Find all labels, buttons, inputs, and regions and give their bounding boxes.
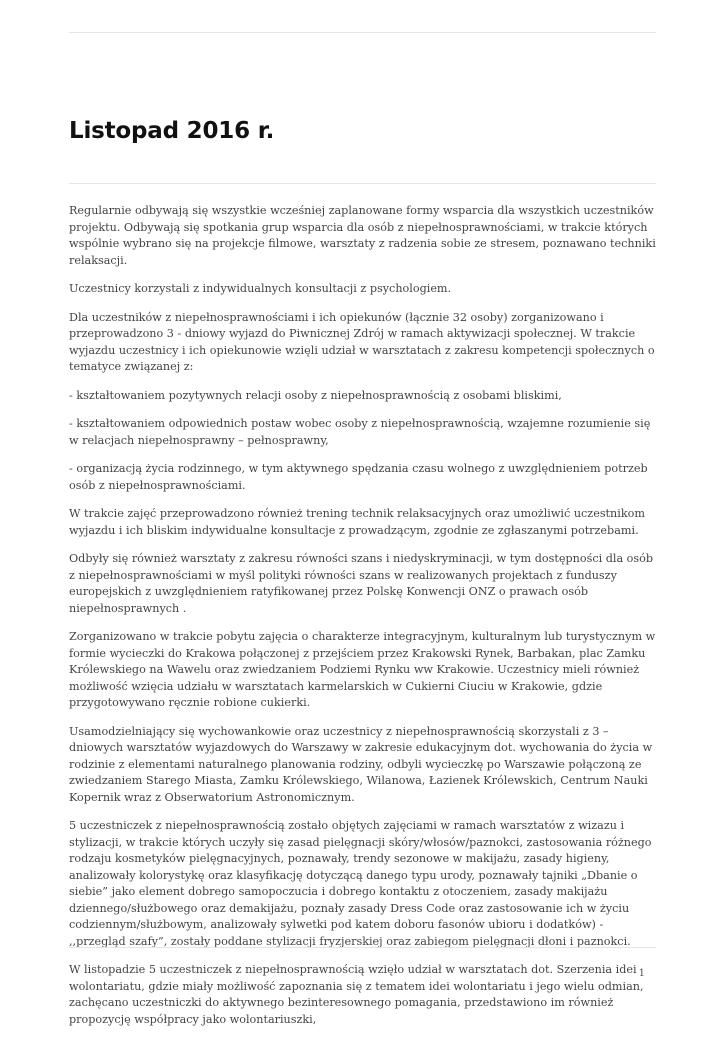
- page-title: Listopad 2016 r.: [69, 118, 275, 144]
- top-divider: [69, 32, 656, 33]
- title-divider: [69, 183, 656, 184]
- footer-divider: [69, 947, 656, 948]
- paragraph: W listopadzie 5 uczestniczek z niepełnosprawnością wzięło udział w warsztatach dot. Szerzenia idei wolontariatu, gdzie miały możliwość zapoznania się z tematem idei wolontariatu i jego wielu odmian, zachęcano uczestniczki do aktywnego bezinteresownego pomagania, przedstawiono im również propozycję współpracy jako wolontariuszki,: [69, 963, 644, 1026]
- paragraph: 5 uczestniczek z niepełnosprawnością zostało objętych zajęciami w ramach warsztatów z wizazu i stylizacji, w trakcie których uczyły się zasad pielęgnacji skóry/włosów/paznokci, zastosowania różnego rodzaju kosmetyków pielęgnacyjnych, poznawały, trendy sezonowe w makijażu, zasady higieny, analizowały kolorystykę oraz klasyfikację dotyczącą danego typu urody, poznawały tajniki „Dbanie o siebie” jako element dobrego samopoczucia i dobrego kontaktu z otoczeniem, zasady makijażu dziennego/służbowego oraz demakijażu, poznały zasady Dress Code oraz zastosowanie ich w życiu codziennym/służbowym, analizowały sylwetki pod katem doboru fasonów ubioru i dodatków) - ,,przegląd szafy”, zostały poddane stylizacji fryzjerskiej oraz zabiegom pielęgnacji dłoni i paznokci.: [69, 819, 652, 948]
- list-item: - organizacją życia rodzinnego, w tym aktywnego spędzania czasu wolnego z uwzględnieniem potrzeb osób z niepełnosprawnościami.: [69, 462, 648, 492]
- paragraph: Usamodzielniający się wychowankowie oraz uczestnicy z niepełnosprawnością skorzystali z 3 – dniowych warsztatów wyjazdowych do Warszawy w zakresie edukacyjnym dot. wychowania do życia w rodzinie z elementami naturalnego planowania rodziny, odbyli wycieczkę po Warszawie połączoną ze zwiedzaniem Starego Miasta, Zamku Królewskiego, Wilanowa, Łazienek Królewskich, Centrum Nauki Kopernik wraz z Obserwatorium Astronomicznym.: [69, 724, 653, 804]
- paragraph: Uczestnicy korzystali z indywidualnych konsultacji z psychologiem.: [69, 282, 452, 295]
- paragraph: Dla uczestników z niepełnosprawnościami i ich opiekunów (łącznie 32 osoby) zorganizowano i przeprowadzono 3 - dniowy wyjazd do Piwnicznej Zdrój w ramach aktywizacji społecznej. W trakcie wyjazdu uczestnicy i ich opiekunowie wzięli udział w warsztatach z zakresu kompetencji społecznych o tematyce związanej z:: [69, 310, 655, 373]
- list-item: - kształtowaniem odpowiednich postaw wobec osoby z niepełnosprawnością, wzajemne rozumienie się w relacjach niepełnosprawny – pełnosprawny,: [69, 417, 651, 447]
- list-item: - kształtowaniem pozytywnych relacji osoby z niepełnosprawnością z osobami bliskimi,: [69, 388, 562, 402]
- page-number: 1: [638, 968, 645, 979]
- paragraph: W trakcie zajęć przeprowadzono również trening technik relaksacyjnych oraz umożliwić uczestnikom wyjazdu i ich bliskim indywidualne konsultacje z prowadzącym, zgodnie ze zgłaszanymi potrzebami.: [69, 507, 645, 537]
- paragraph: Zorganizowano w trakcie pobytu zajęcia o charakterze integracyjnym, kulturalnym lub turystycznym w formie wycieczki do Krakowa połączonej z przejściem przez Krakowski Rynek, Barbakan, plac Zamku Królewskiego na Wawelu oraz zwiedzaniem Podziemi Rynku ww Krakowie. Uczestnicy mieli również możliwość wzięcia udziału w warsztatach karmelarskich w Cukierni Ciuciu w Krakowie, gdzie przygotowywano ręcznie robione cukierki.: [69, 630, 656, 709]
- paragraph: Odbyły się również warsztaty z zakresu równości szans i niedyskryminacji, w tym dostępności dla osób z niepełnosprawnościami w myśl polityki równości szans w realizowanych projektach z funduszy europejskich z uwzględnieniem ratyfikowanej przez Polskę Konwencji ONZ o prawach osób niepełnosprawnych .: [69, 552, 654, 615]
- paragraph: Regularnie odbywają się wszystkie wcześniej zaplanowane formy wsparcia dla wszystkich uczestników projektu. Odbywają się spotkania grup wsparcia dla osób z niepełnosprawnościami, w trakcie których wspólnie wybrano się na projekcje filmowe, warsztaty z radzenia sobie ze stresem, poznawano techniki relaksacji.: [69, 204, 656, 267]
- document-body: [69, 203, 659, 1040]
